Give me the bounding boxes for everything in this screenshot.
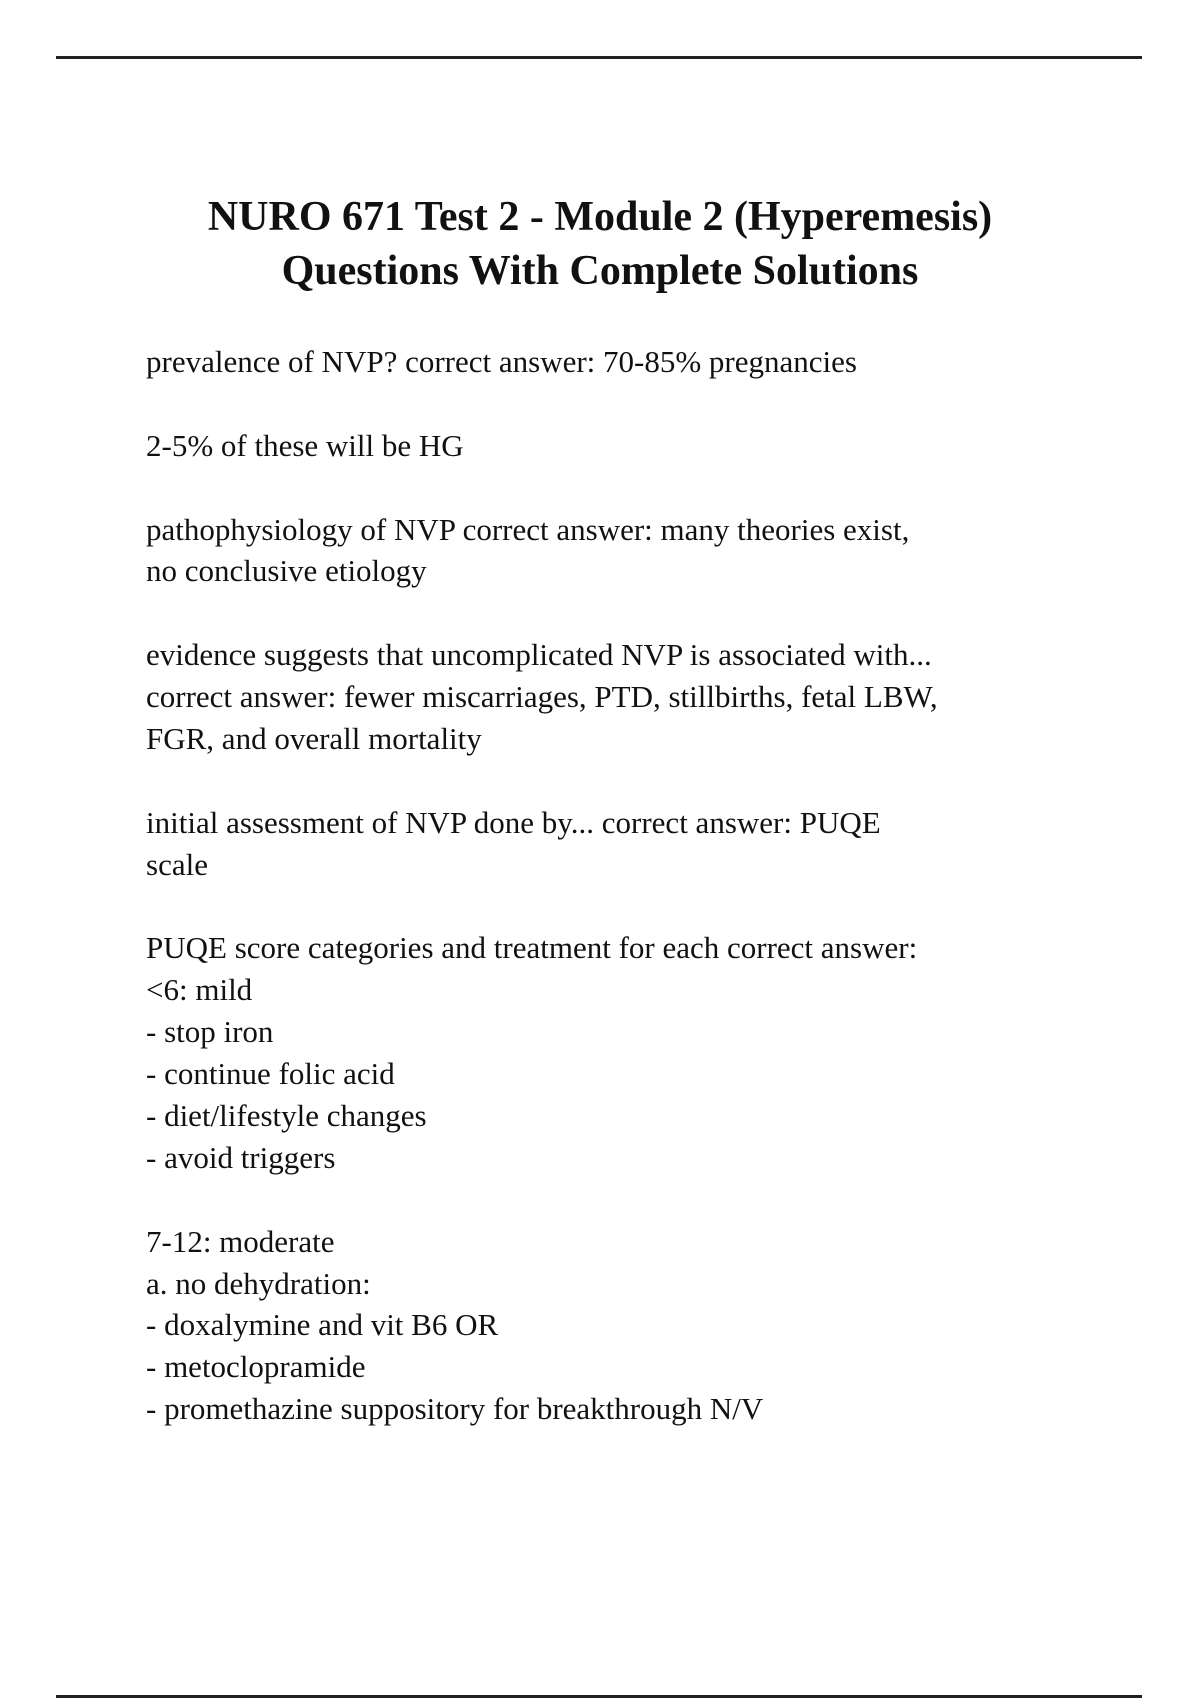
blank-line bbox=[146, 760, 1106, 802]
text-line: - avoid triggers bbox=[146, 1139, 336, 1175]
text-line: correct answer: fewer miscarriages, PTD, stillbirths, fetal LBW, bbox=[146, 679, 938, 715]
text-line: no conclusive etiology bbox=[146, 553, 427, 589]
footer-rule bbox=[56, 1695, 1142, 1698]
text-line: PUQE score categories and treatment for each correct answer: bbox=[146, 930, 918, 966]
text-line: 2-5% of these will be HG bbox=[146, 427, 464, 463]
blank-line bbox=[146, 886, 1106, 928]
blank-line bbox=[146, 467, 1106, 509]
blank-line bbox=[146, 383, 1106, 425]
text-line: prevalence of NVP? correct answer: 70-85% pregnancies bbox=[146, 344, 857, 379]
header-rule bbox=[56, 56, 1142, 59]
title-line-2: Questions With Complete Solutions bbox=[281, 248, 919, 294]
text-line: initial assessment of NVP done by... correct answer: PUQE bbox=[146, 804, 881, 840]
document-body bbox=[146, 341, 1106, 1430]
text-line: scale bbox=[146, 846, 208, 882]
text-line: - metoclopramide bbox=[146, 1349, 366, 1385]
text-line: <6: mild bbox=[146, 972, 253, 1008]
text-line: evidence suggests that uncomplicated NVP is associated with... bbox=[146, 637, 932, 673]
title-line-1: NURO 671 Test 2 - Module 2 (Hyperemesis) bbox=[207, 194, 993, 240]
text-line: - stop iron bbox=[146, 1014, 274, 1050]
text-line: - promethazine suppository for breakthrough N/V bbox=[146, 1391, 764, 1427]
text-line: 7-12: moderate bbox=[146, 1223, 335, 1259]
text-line: a. no dehydration: bbox=[146, 1265, 371, 1301]
text-line: - doxalymine and vit B6 OR bbox=[146, 1307, 499, 1343]
document-title bbox=[0, 190, 1200, 298]
text-line: - diet/lifestyle changes bbox=[146, 1098, 427, 1134]
text-line: FGR, and overall mortality bbox=[146, 721, 482, 757]
blank-line bbox=[146, 592, 1106, 634]
text-line: pathophysiology of NVP correct answer: many theories exist, bbox=[146, 511, 910, 547]
text-line: - continue folic acid bbox=[146, 1056, 395, 1092]
blank-line bbox=[146, 1179, 1106, 1221]
